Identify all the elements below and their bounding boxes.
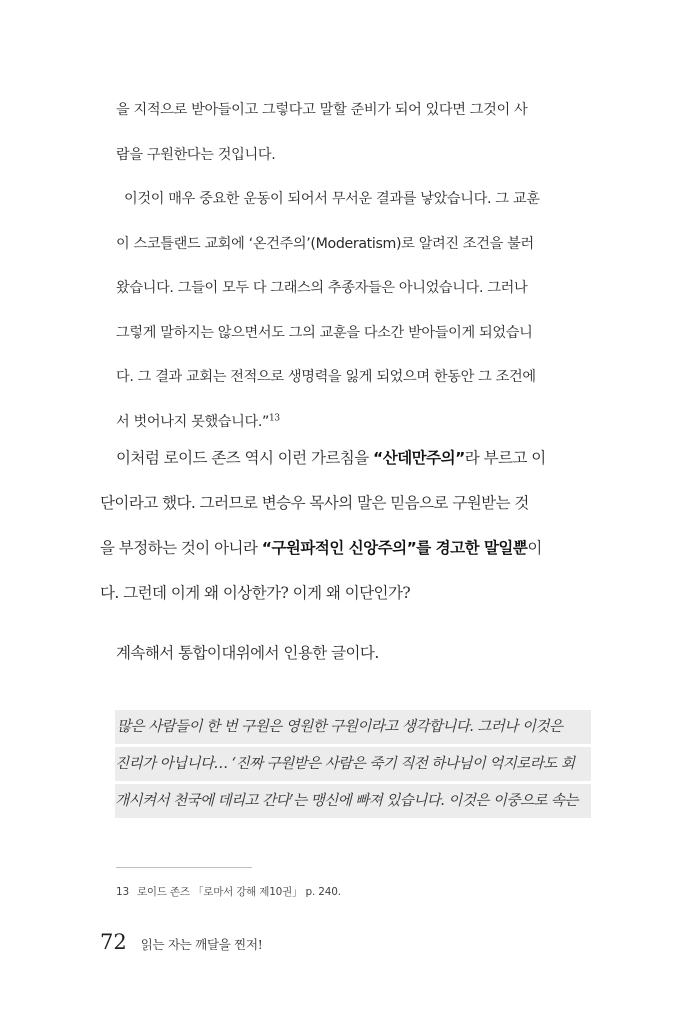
running-title: 읽는 자는 깨달을 찐저! xyxy=(140,937,263,952)
bold-phrase-warning: “구원파적인 신앙주의”를 경고한 말일뿐 xyxy=(261,539,528,557)
body-line: 단이라고 했다. 그러므로 변승우 목사의 말은 믿음으로 구원받는 것 xyxy=(100,494,529,512)
footnote xyxy=(116,884,341,899)
footnote-reference[interactable]: 13 xyxy=(269,412,280,423)
body-paragraph-2: 계속해서 통합이대위에서 인용한 글이다. xyxy=(116,644,379,662)
quote-line: 다. 그 결과 교회는 전적으로 생명력을 잃게 되었으며 한동안 그 조건에 xyxy=(116,369,536,385)
quote-line: 이것이 매우 중요한 운동이 되어서 무서운 결과를 낳았습니다. 그 교훈 xyxy=(124,191,540,207)
body-line xyxy=(100,443,595,488)
footnote-divider xyxy=(116,867,252,868)
body-text: 이 xyxy=(527,539,542,557)
body-text: 라 부르고 이 xyxy=(464,449,546,467)
quote-line: 을 지적으로 받아들이고 그렇다고 말할 준비가 되어 있다면 그것이 사 xyxy=(116,102,528,118)
bold-term-sandemanianism: “산데만주의” xyxy=(373,449,465,467)
highlight-line: 개시켜서 천국에 데리고 간다’는 맹신에 빠져 있습니다. 이것은 이중으로 속는 xyxy=(115,784,591,818)
body-line: 다. 그런데 이게 왜 이상한가? 이게 왜 이단인가? xyxy=(100,584,411,602)
quote-line: 람을 구원한다는 것입니다. xyxy=(116,146,276,163)
footnote-text: 로이드 존즈 「로마서 강해 제10권」 p. 240. xyxy=(136,886,341,898)
quote-line-text: 서 벗어나지 못했습니다.” xyxy=(116,413,270,430)
body-line xyxy=(100,533,595,578)
highlight-line: 진리가 아닙니다… ‘진짜 구원받은 사람은 죽기 직전 하나님이 억지로라도 회 xyxy=(115,747,591,781)
body-text: 을 부정하는 것이 아니라 xyxy=(100,539,262,557)
quote-line: 왔습니다. 그들이 모두 다 그래스의 추종자들은 아니었습니다. 그러나 xyxy=(116,280,528,296)
highlight-line: 많은 사람들이 한 번 구원은 영원한 구원이라고 생각합니다. 그러나 이것은 xyxy=(115,710,591,744)
quote-line: 이 스코틀랜드 교회에 ‘온건주의’(Moderatism)로 알려진 조건을 불러 xyxy=(116,235,534,252)
body-paragraph-1 xyxy=(100,443,595,623)
page-footer xyxy=(100,930,262,954)
footnote-number: 13 xyxy=(116,886,129,898)
body-text: 이처럼 로이드 존즈 역시 이런 가르침을 xyxy=(116,449,374,467)
quote-line: 그렇게 말하지는 않으면서도 그의 교훈을 다소간 받아들이게 되었습니 xyxy=(116,324,533,341)
page-number: 72 xyxy=(100,930,127,954)
block-quote xyxy=(116,95,591,451)
highlighted-quote xyxy=(115,710,591,821)
